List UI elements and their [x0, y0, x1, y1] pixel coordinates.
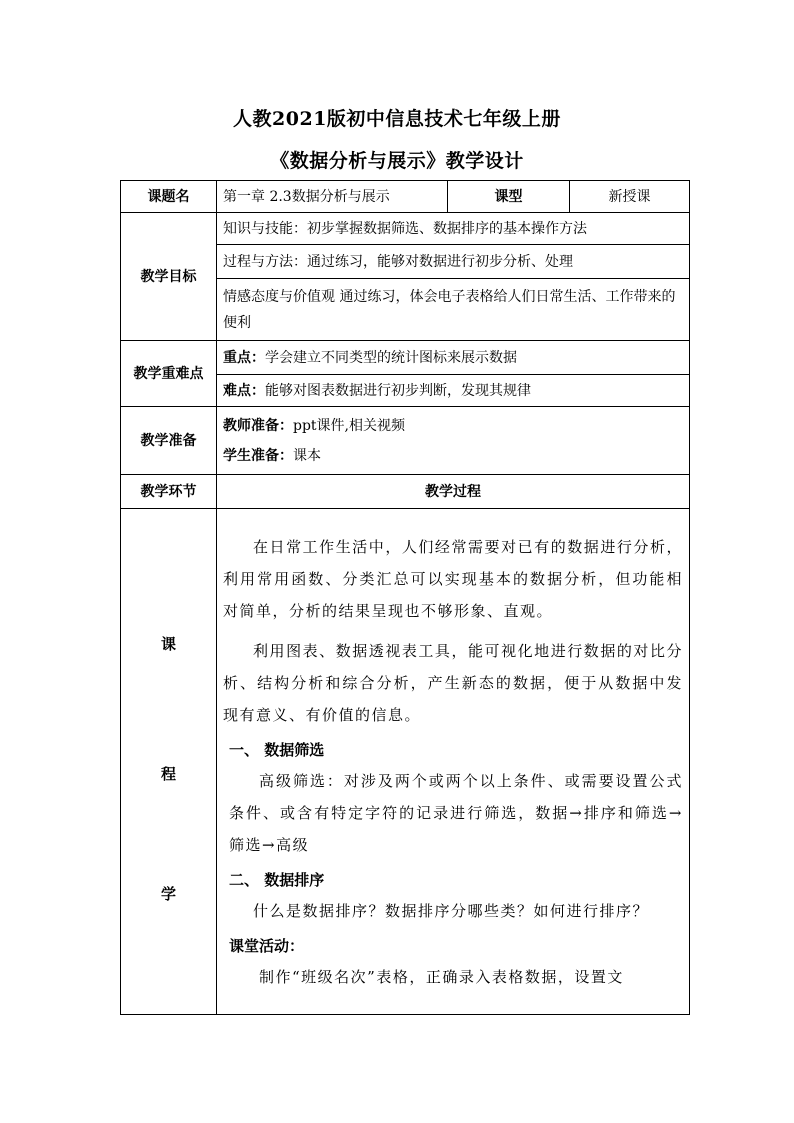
- preparation-row: [121, 407, 690, 475]
- paragraph-activity: 制作“班级名次”表格，正确录入表格数据，设置文: [259, 968, 624, 986]
- process-row: [121, 509, 690, 1015]
- stage-char: 学: [160, 885, 176, 903]
- paragraph-sort-questions: 什么是数据排序？数据排序分哪些类？如何进行排序？: [253, 902, 650, 920]
- teacher-preparation: [223, 411, 683, 441]
- topic-label: 课题名: [121, 181, 217, 213]
- difficulty-point: [217, 375, 690, 407]
- student-preparation: [223, 441, 683, 471]
- stage-header: 教学环节: [121, 475, 217, 509]
- section-heading-filter: 一、 数据筛选: [229, 741, 325, 759]
- process-header: 教学过程: [217, 475, 690, 509]
- lesson-type-label: 课型: [448, 181, 570, 213]
- process-header-row: [121, 475, 690, 509]
- student-prep-text: 课本: [293, 447, 321, 464]
- preparation-label: 教学准备: [121, 407, 217, 475]
- student-prep-label: 学生准备：: [223, 447, 293, 464]
- lesson-plan-table: [120, 180, 690, 1015]
- stage-char: 程: [160, 765, 176, 783]
- objective-item: 知识与技能：初步掌握数据筛选、数据排序的基本操作方法: [217, 213, 690, 245]
- key-point-label: 重点：: [223, 349, 265, 366]
- objectives-label: 教学目标: [121, 213, 217, 341]
- paragraph-intro: 在日常工作生活中，人们经常需要对已有的数据进行分析，利用常用函数、分类汇总可以实现基本的数据分析，但功能相对简单，分析的结果呈现也不够形象、直观。: [223, 538, 683, 620]
- objective-item: 情感态度与价值观 通过练习，体会电子表格给人们日常生活、工作带来的便利: [217, 279, 690, 341]
- key-points-label: 教学重难点: [121, 341, 217, 407]
- document-title: 人教2021版初中信息技术七年级上册: [233, 108, 561, 130]
- stage-column: [121, 509, 217, 1015]
- objective-row-1: [121, 213, 690, 245]
- key-point-text: 学会建立不同类型的统计图标来展示数据: [265, 349, 517, 366]
- activity-heading: 课堂活动：: [229, 937, 305, 955]
- paragraph-visualization: 利用图表、数据透视表工具，能可视化地进行数据的对比分析、结构分析和综合分析，产生新态的数据，便于从数据中发现有意义、有价值的信息。: [223, 642, 683, 724]
- lesson-type-value: 新授课: [570, 181, 690, 213]
- section-heading-sort: 二、 数据排序: [229, 871, 325, 889]
- paragraph-advanced-filter: 高级筛选：对涉及两个或两个以上条件、或需要设置公式条件、或含有特定字符的记录进行筛选，数据→排序和筛选→筛选→高级: [229, 772, 683, 854]
- stage-char: 课: [160, 635, 176, 653]
- difficulty-text: 能够对图表数据进行初步判断，发现其规律: [265, 382, 531, 399]
- document-subtitle: 《数据分析与展示》教学设计: [270, 150, 524, 172]
- teacher-prep-text: ppt课件,相关视频: [293, 417, 405, 434]
- difficulty-label: 难点：: [223, 382, 265, 399]
- teacher-prep-label: 教师准备：: [223, 417, 293, 434]
- topic-value: 第一章 2.3数据分析与展示: [217, 181, 448, 213]
- objective-item: 过程与方法：通过练习，能够对数据进行初步分析、处理: [217, 245, 690, 279]
- preparation-content: [217, 407, 690, 475]
- keypoint-row: [121, 341, 690, 375]
- process-content: [217, 509, 690, 1015]
- topic-row: [121, 181, 690, 213]
- key-point: [217, 341, 690, 375]
